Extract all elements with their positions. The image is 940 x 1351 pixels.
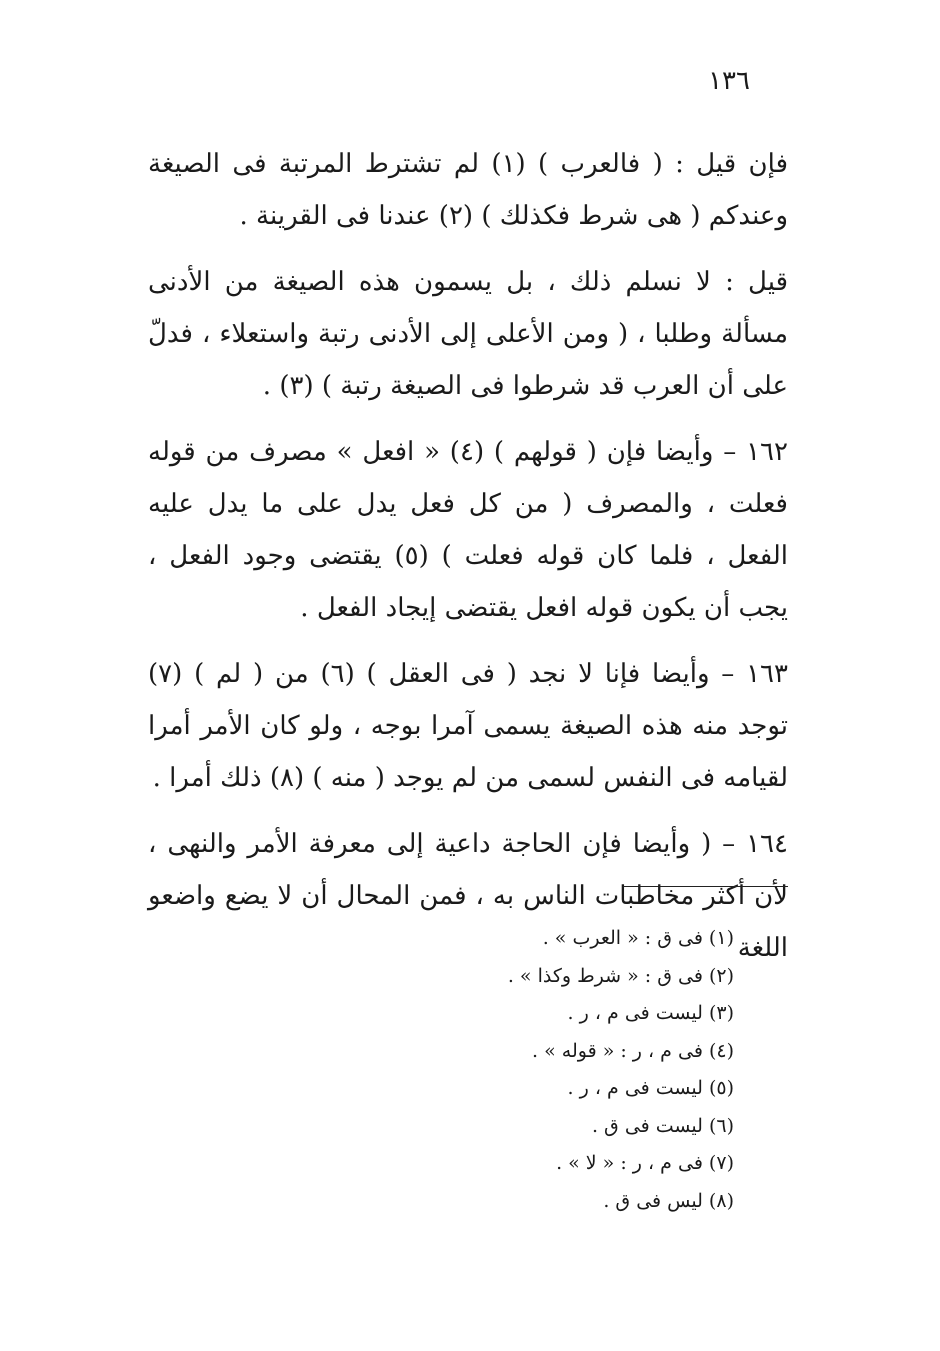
footnote-3: (٣) ليست فى م ، ر .	[567, 1002, 734, 1024]
paragraph-163: ١٦٣ – وأيضا فإنا لا نجد ( فى العقل ) (٦) من ( لم ) (٧) توجد منه هذه الصيغة يسمى آمرا بوجه ، ولو كان الأمر أمرا لقيامه فى النفس لسمى من لم يوجد ( منه ) (٨) ذلك أمرا .	[148, 659, 788, 793]
paragraph-162: ١٦٢ – وأيضا فإن ( قولهم ) (٤) « افعل » مصرف من قوله فعلت ، والمصرف ( من كل فعل يدل على ما يدل عليه الفعل ، فلما كان قوله فعلت ) (٥) يقتضى وجود الفعل ، يجب أن يكون قوله افعل يقتضى إيجاد الفعل .	[148, 437, 788, 623]
footnote-1: (١) فى ق : « العرب » .	[542, 927, 734, 949]
page-number: ١٣٦	[708, 66, 750, 96]
footnotes-list	[314, 920, 734, 1220]
footnote-8: (٨) ليس فى ق .	[603, 1189, 734, 1212]
footnote-7: (٧) فى م ، ر : « لا » .	[556, 1152, 734, 1174]
footnote-divider	[623, 886, 788, 887]
footnote-6: (٦) ليست فى ق .	[591, 1114, 734, 1137]
paragraph-objection: فإن قيل : ( فالعرب ) (١) لم تشترط المرتبة فى الصيغة وعندكم ( هى شرط فكذلك ) (٢) عندنا فى القرينة .	[148, 149, 788, 231]
paragraph-reply: قيل : لا نسلم ذلك ، بل يسمون هذه الصيغة من الأدنى مسألة وطلبا ، ( ومن الأعلى إلى الأدنى رتبة واستعلاء ، فدلّ على أن العرب قد شرطوا فى الصيغة رتبة ) (٣) .	[148, 267, 788, 401]
footnote-5: (٥) ليست فى م ، ر .	[567, 1077, 734, 1099]
main-text	[148, 138, 788, 974]
paragraph-164: ١٦٤ – ( وأيضا فإن الحاجة داعية إلى معرفة الأمر والنهى ، لأن أكثر مخاطبات الناس به ، فمن المحال أن لا يضع واضعو اللغة	[148, 829, 788, 963]
footnote-4: (٤) فى م ، ر : « قوله » .	[532, 1039, 734, 1062]
footnote-2: (٢) فى ق : « شرط وكذا » .	[507, 964, 734, 987]
